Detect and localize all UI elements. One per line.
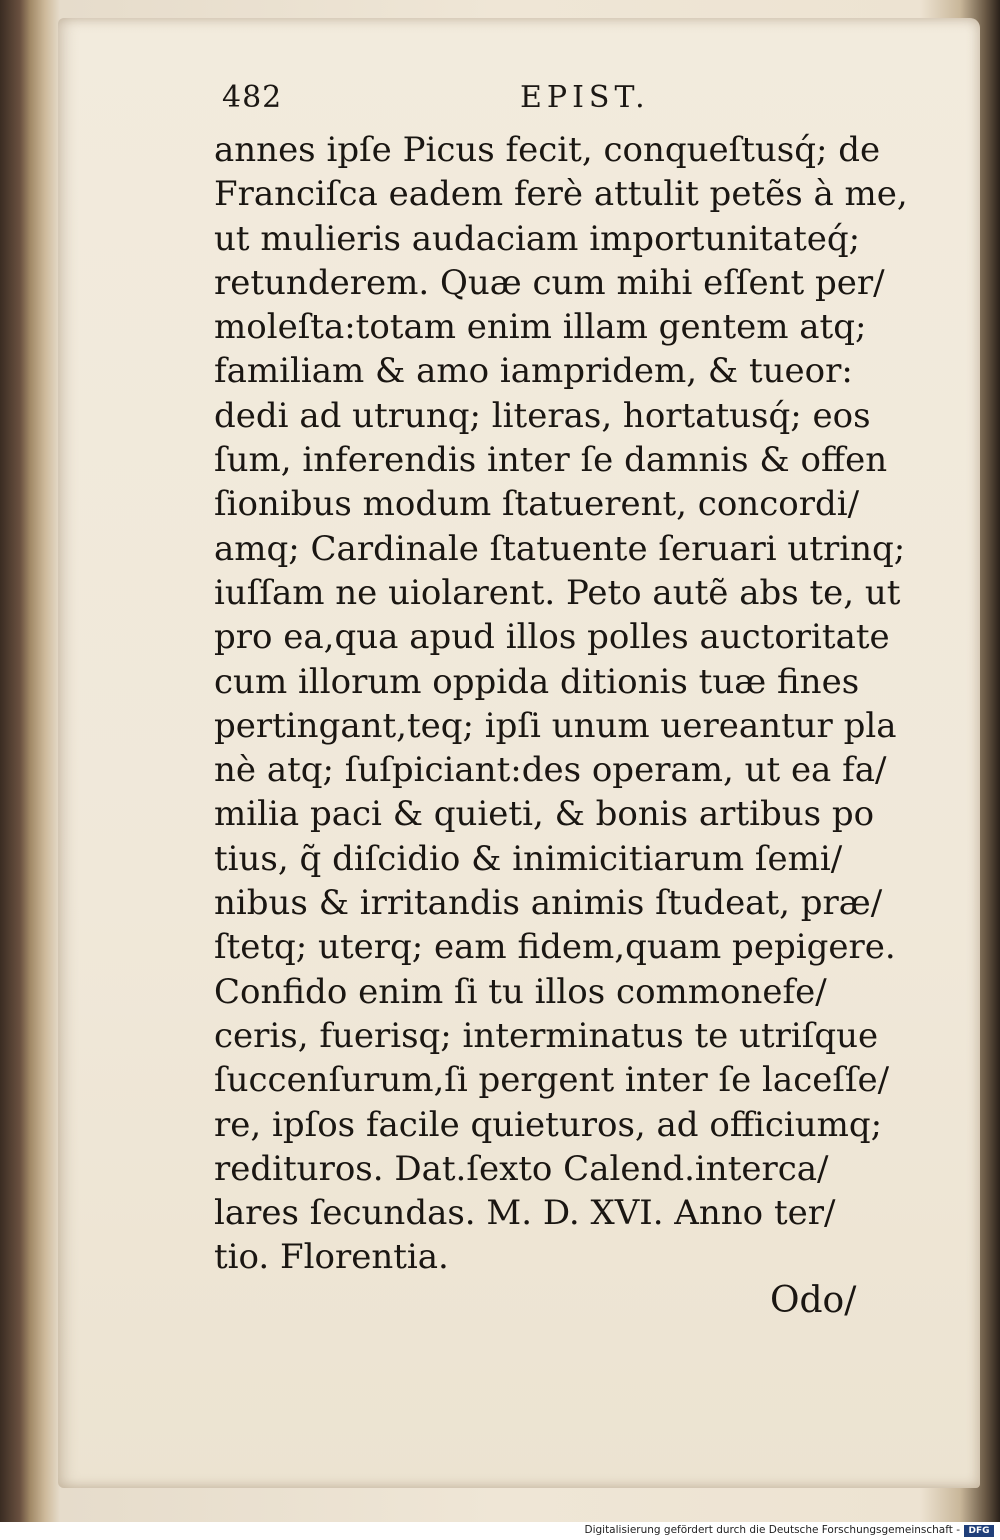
text-line: ſtetq; uterq; eam fidem,quam pepigere. <box>214 927 896 968</box>
text-line: annes ipſe Picus fecit, conqueſtusq́; de <box>214 130 881 170</box>
digitization-note: Digitalisierung gefördert durch die Deutsche Forschungsgemeinschaft - <box>584 1524 960 1536</box>
text-line: lares ſecundas. M. D. XVI. Anno ter/ <box>214 1193 836 1234</box>
body-text <box>214 128 914 1280</box>
text-line: moleſta:totam enim illam gentem atq; <box>214 307 867 348</box>
text-line: iuſſam ne uiolarent. Peto autẽ abs te, ut <box>214 572 901 613</box>
text-line: ſionibus modum ſtatuerent, concordi/ <box>214 484 860 525</box>
text-line: milia paci & quieti, & bonis artibus po <box>214 794 875 835</box>
page-header <box>222 80 672 120</box>
running-head: EPIST. <box>520 80 650 115</box>
catchword: Odo/ <box>770 1280 857 1321</box>
text-line: ceris, fuerisq; interminatus te utriſque <box>214 1015 879 1056</box>
text-line: Confido enim ſi tu illos commonefe/ <box>214 971 827 1012</box>
text-line: redituros. Dat.ſexto Calend.interca/ <box>214 1148 829 1189</box>
text-line: re, ipſos facile quieturos, ad officiumq; <box>214 1104 883 1145</box>
text-line: nè atq; ſuſpiciant:des operam, ut ea fa/ <box>214 750 887 791</box>
page-number: 482 <box>222 80 283 115</box>
text-line: ſum, inferendis inter ſe damnis & offen <box>214 440 888 481</box>
text-line: ut mulieris audaciam importunitateq́; <box>214 218 861 259</box>
text-line: retunderem. Quæ cum mihi eſſent per/ <box>214 262 885 303</box>
text-line: cum illorum oppida ditionis tuæ fines <box>214 661 860 702</box>
text-line: pro ea,qua apud illos polles auctoritate <box>214 617 890 658</box>
text-line: ſuccenſurum,ſi pergent inter ſe laceſſe/ <box>214 1060 890 1101</box>
text-line: Franciſca eadem ferè attulit petẽs à me, <box>214 174 908 215</box>
text-line: amq; Cardinale ſtatuente ſeruari utrinq; <box>214 528 906 569</box>
text-line: pertingant,teq; ipſi unum uereantur pla <box>214 705 897 746</box>
text-line: tio. Florentia. <box>214 1237 449 1278</box>
text-line: nibus & irritandis animis ſtudeat, præ/ <box>214 883 883 924</box>
text-line: tius, q̃ diſcidio & inimicitiarum ſemi/ <box>214 838 843 879</box>
text-line: familiam & amo iampridem, & tueor: <box>214 351 853 392</box>
text-line: dedi ad utrunq; literas, hortatusq́; eos <box>214 395 871 436</box>
dfg-logo: DFG <box>964 1525 994 1537</box>
